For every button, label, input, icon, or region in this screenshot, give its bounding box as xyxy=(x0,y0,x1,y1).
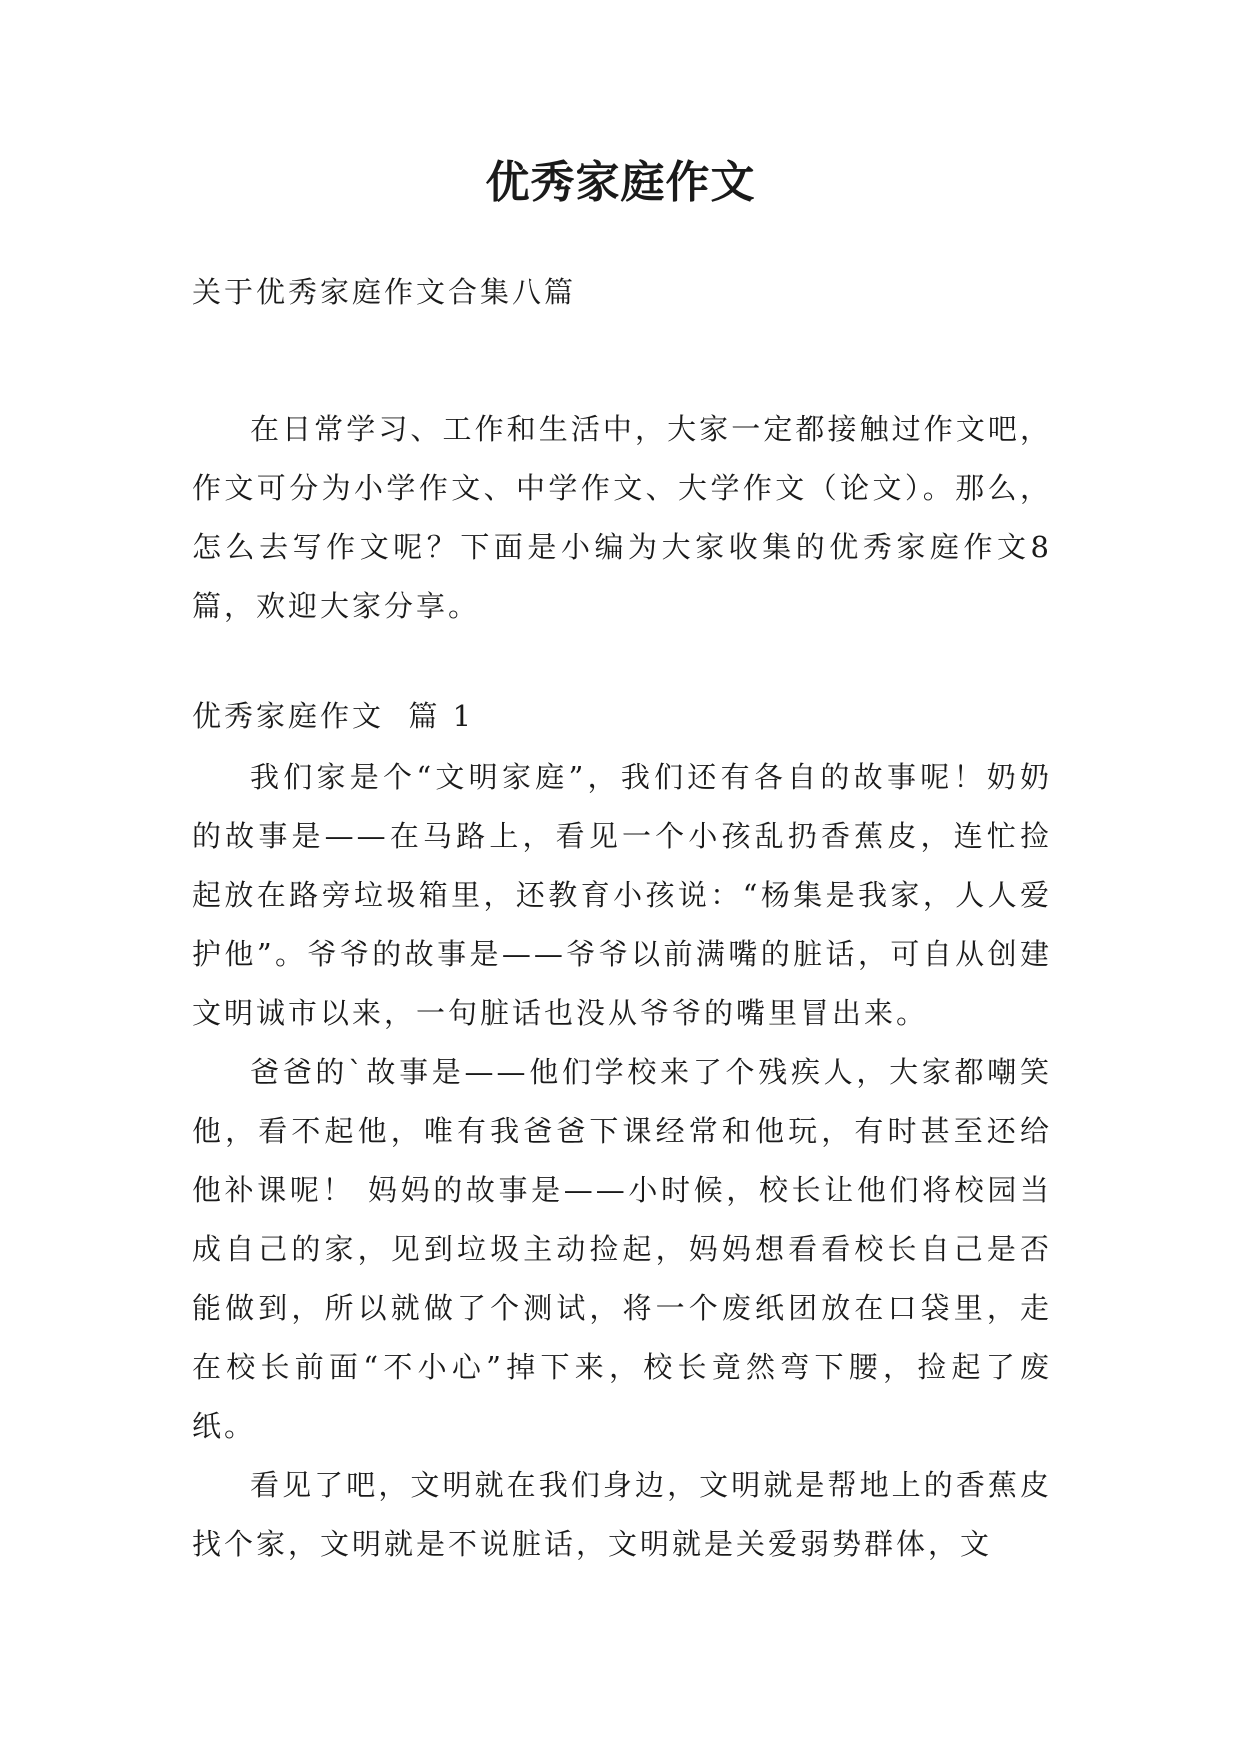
body-paragraph: 爸爸的`故事是——他们学校来了个残疾人，大家都嘲笑他，看不起他，唯有我爸爸下课经常和他玩，有时甚至还给他补课呢！ 妈妈的故事是——小时候，校长让他们将校园当成自己的家，见到垃圾主动捡起，妈妈想看看校长自己是否能做到，所以就做了个测试，将一个废纸团放在口袋里，走在校长前面“不小心”掉下来，校长竟然弯下腰，捡起了废纸。 xyxy=(192,1055,1052,1443)
body-paragraph: 看见了吧，文明就在我们身边，文明就是帮地上的香蕉皮找个家，文明就是不说脏话，文明就是关爱弱势群体，文 xyxy=(192,1468,1052,1561)
section-heading-block xyxy=(192,687,1052,746)
subtitle-text: 关于优秀家庭作文合集八篇 xyxy=(192,275,577,309)
intro-paragraph: 在日常学习、工作和生活中，大家一定都接触过作文吧，作文可分为小学作文、中学作文、大学作文（论文）。那么，怎么去写作文呢？下面是小编为大家收集的优秀家庭作文8篇，欢迎大家分享。 xyxy=(192,412,1052,623)
page-title: 优秀家庭作文 xyxy=(485,157,756,208)
section-heading: 优秀家庭作文 篇 1 xyxy=(192,699,475,733)
section-body xyxy=(192,748,1052,1574)
intro-block xyxy=(192,400,1052,636)
document-subtitle xyxy=(192,263,1052,322)
body-paragraph: 我们家是个“文明家庭”，我们还有各自的故事呢！奶奶的故事是——在马路上，看见一个小孩乱扔香蕉皮，连忙捡起放在路旁垃圾箱里，还教育小孩说：“杨集是我家，人人爱护他”。爷爷的故事是——爷爷以前满嘴的脏话，可自从创建文明诚市以来，一句脏话也没从爷爷的嘴里冒出来。 xyxy=(192,760,1052,1030)
